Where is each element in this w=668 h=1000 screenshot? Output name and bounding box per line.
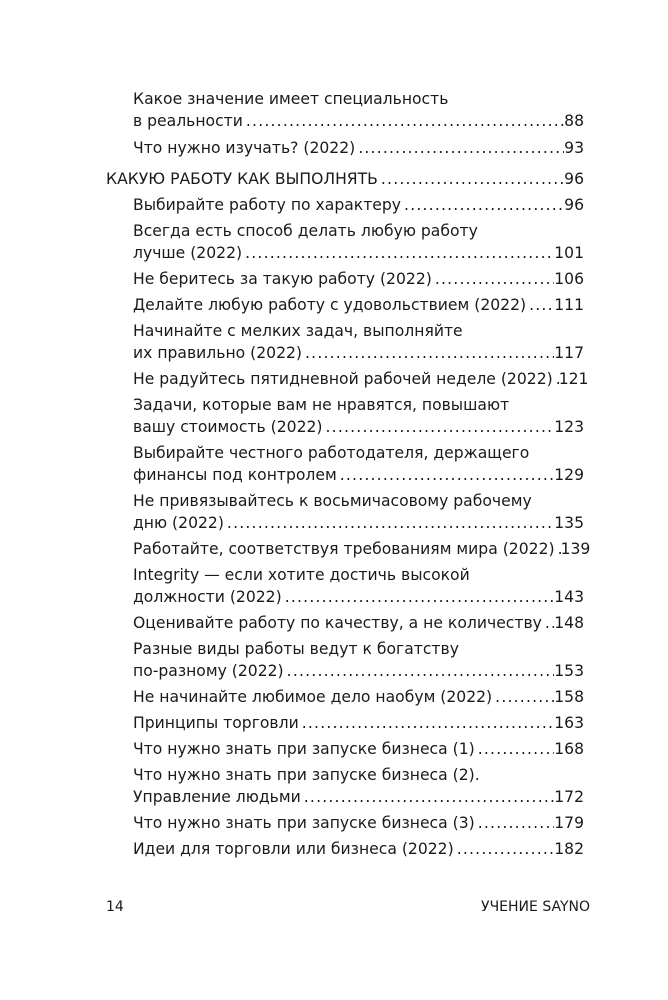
toc-entry[interactable]	[106, 764, 584, 808]
toc-page-number: 93	[564, 139, 584, 157]
dot-leader	[542, 612, 554, 634]
toc-entry-title: Принципы торговли	[133, 714, 299, 732]
table-of-contents	[106, 84, 591, 860]
toc-entry[interactable]	[106, 812, 584, 834]
toc-page-number: 96	[564, 170, 584, 188]
toc-page-number: 179	[554, 814, 584, 832]
toc-entry[interactable]	[106, 612, 584, 634]
toc-entry-title-line: Всегда есть способ делать любую работу	[133, 222, 478, 240]
toc-entry[interactable]	[106, 686, 584, 708]
toc-page-number: 172	[554, 788, 584, 806]
toc-entry-title: Не беритесь за такую работу (2022)	[133, 270, 432, 288]
toc-entry-title-line: Не привязывайтесь к восьмичасовому рабочему	[133, 492, 532, 510]
toc-entry[interactable]	[106, 88, 584, 132]
toc-entry[interactable]	[106, 538, 591, 560]
dot-leader	[432, 268, 554, 290]
toc-entry-title: Работайте, соответствуя требованиям мира (2022)	[133, 540, 555, 558]
dot-leader	[378, 168, 564, 190]
toc-entry-title-line: Разные виды работы ведут к богатству	[133, 640, 459, 658]
toc-page-number: 106	[554, 270, 584, 288]
toc-entry-title-line: Integrity — если хотите достичь высокой	[133, 566, 470, 584]
toc-page-number: 168	[554, 740, 584, 758]
toc-entry[interactable]	[106, 738, 584, 760]
toc-page-number: 153	[554, 662, 584, 680]
toc-page-number: 129	[554, 466, 584, 484]
dot-leader	[284, 660, 555, 682]
toc-entry-title-line: Выбирайте честного работодателя, держащего	[133, 444, 530, 462]
toc-entry[interactable]	[106, 168, 584, 190]
toc-page-number: 158	[554, 688, 584, 706]
toc-entry[interactable]	[106, 638, 584, 682]
toc-entry[interactable]	[106, 564, 584, 608]
toc-entry-title: вашу стоимость (2022)	[133, 418, 323, 436]
toc-entry-title: должности (2022)	[133, 588, 282, 606]
toc-page-number: 111	[554, 296, 584, 314]
toc-page-number: 143	[554, 588, 584, 606]
toc-entry-title-line: Начинайте с мелких задач, выполняйте	[133, 322, 463, 340]
dot-leader	[355, 137, 564, 159]
dot-leader	[299, 712, 555, 734]
toc-entry[interactable]	[106, 838, 584, 860]
toc-page-number: 135	[554, 514, 584, 532]
toc-page-number: 139	[560, 540, 591, 558]
dot-leader	[243, 110, 564, 132]
toc-entry-title-line: Какое значение имеет специальность	[133, 90, 449, 108]
toc-entry[interactable]	[106, 368, 589, 390]
dot-leader	[242, 242, 554, 264]
page-number: 14	[106, 899, 124, 915]
dot-leader	[282, 586, 555, 608]
toc-entry-title: финансы под контролем	[133, 466, 337, 484]
toc-entry-title: Не радуйтесь пятидневной рабочей неделе (2022)	[133, 370, 553, 388]
toc-entry[interactable]	[106, 394, 584, 438]
toc-entry-title: Идеи для торговли или бизнеса (2022)	[133, 840, 454, 858]
toc-entry-title: лучше (2022)	[133, 244, 243, 262]
toc-entry-title: по-разному (2022)	[133, 662, 284, 680]
toc-entry-title: Что нужно изучать? (2022)	[133, 139, 356, 157]
dot-leader	[475, 738, 555, 760]
toc-page-number: 123	[554, 418, 584, 436]
toc-entry-title: Делайте любую работу с удовольствием (2022)	[133, 296, 527, 314]
toc-entry[interactable]	[106, 320, 584, 364]
toc-entry[interactable]	[106, 712, 584, 734]
dot-leader	[526, 294, 554, 316]
toc-entry-title: Оценивайте работу по качеству, а не количеству	[133, 614, 542, 632]
page-footer	[106, 898, 590, 916]
toc-page-number: 101	[554, 244, 584, 262]
toc-page-number: 148	[554, 614, 584, 632]
toc-entry[interactable]	[106, 294, 584, 316]
toc-entry[interactable]	[106, 220, 584, 264]
toc-entry-title-line: Задачи, которые вам не нравятся, повышают	[133, 396, 510, 414]
toc-entry-title: Что нужно знать при запуске бизнеса (1)	[133, 740, 475, 758]
toc-entry-title: дню (2022)	[133, 514, 224, 532]
toc-page-number: 96	[564, 196, 584, 214]
toc-entry-title: Управление людьми	[133, 788, 301, 806]
toc-page-number: 117	[554, 344, 584, 362]
toc-entry-title-line: Что нужно знать при запуске бизнеса (2).	[133, 766, 480, 784]
dot-leader	[454, 838, 555, 860]
toc-entry-title: Что нужно знать при запуске бизнеса (3)	[133, 814, 475, 832]
toc-entry[interactable]	[106, 194, 584, 216]
dot-leader	[302, 342, 554, 364]
dot-leader	[323, 416, 555, 438]
dot-leader	[492, 686, 554, 708]
toc-entry-title: их правильно (2022)	[133, 344, 302, 362]
dot-leader	[224, 512, 554, 534]
toc-page-number: 163	[554, 714, 584, 732]
toc-page-number: 121	[558, 370, 589, 388]
dot-leader	[401, 194, 564, 216]
toc-entry-title: Не начинайте любимое дело наобум (2022)	[133, 688, 493, 706]
dot-leader	[301, 786, 554, 808]
toc-entry-title: в реальности	[133, 112, 243, 130]
toc-entry[interactable]	[106, 442, 584, 486]
dot-leader	[475, 812, 555, 834]
dot-leader	[337, 464, 555, 486]
toc-page-number: 88	[564, 112, 584, 130]
toc-entry[interactable]	[106, 137, 584, 159]
toc-entry-title: КАКУЮ РАБОТУ КАК ВЫПОЛНЯТЬ	[106, 170, 378, 188]
toc-entry[interactable]	[106, 268, 584, 290]
toc-page-number: 182	[554, 840, 584, 858]
running-title: УЧЕНИЕ SAYNO	[481, 899, 590, 915]
toc-entry-title: Выбирайте работу по характеру	[133, 196, 402, 214]
toc-entry[interactable]	[106, 490, 584, 534]
